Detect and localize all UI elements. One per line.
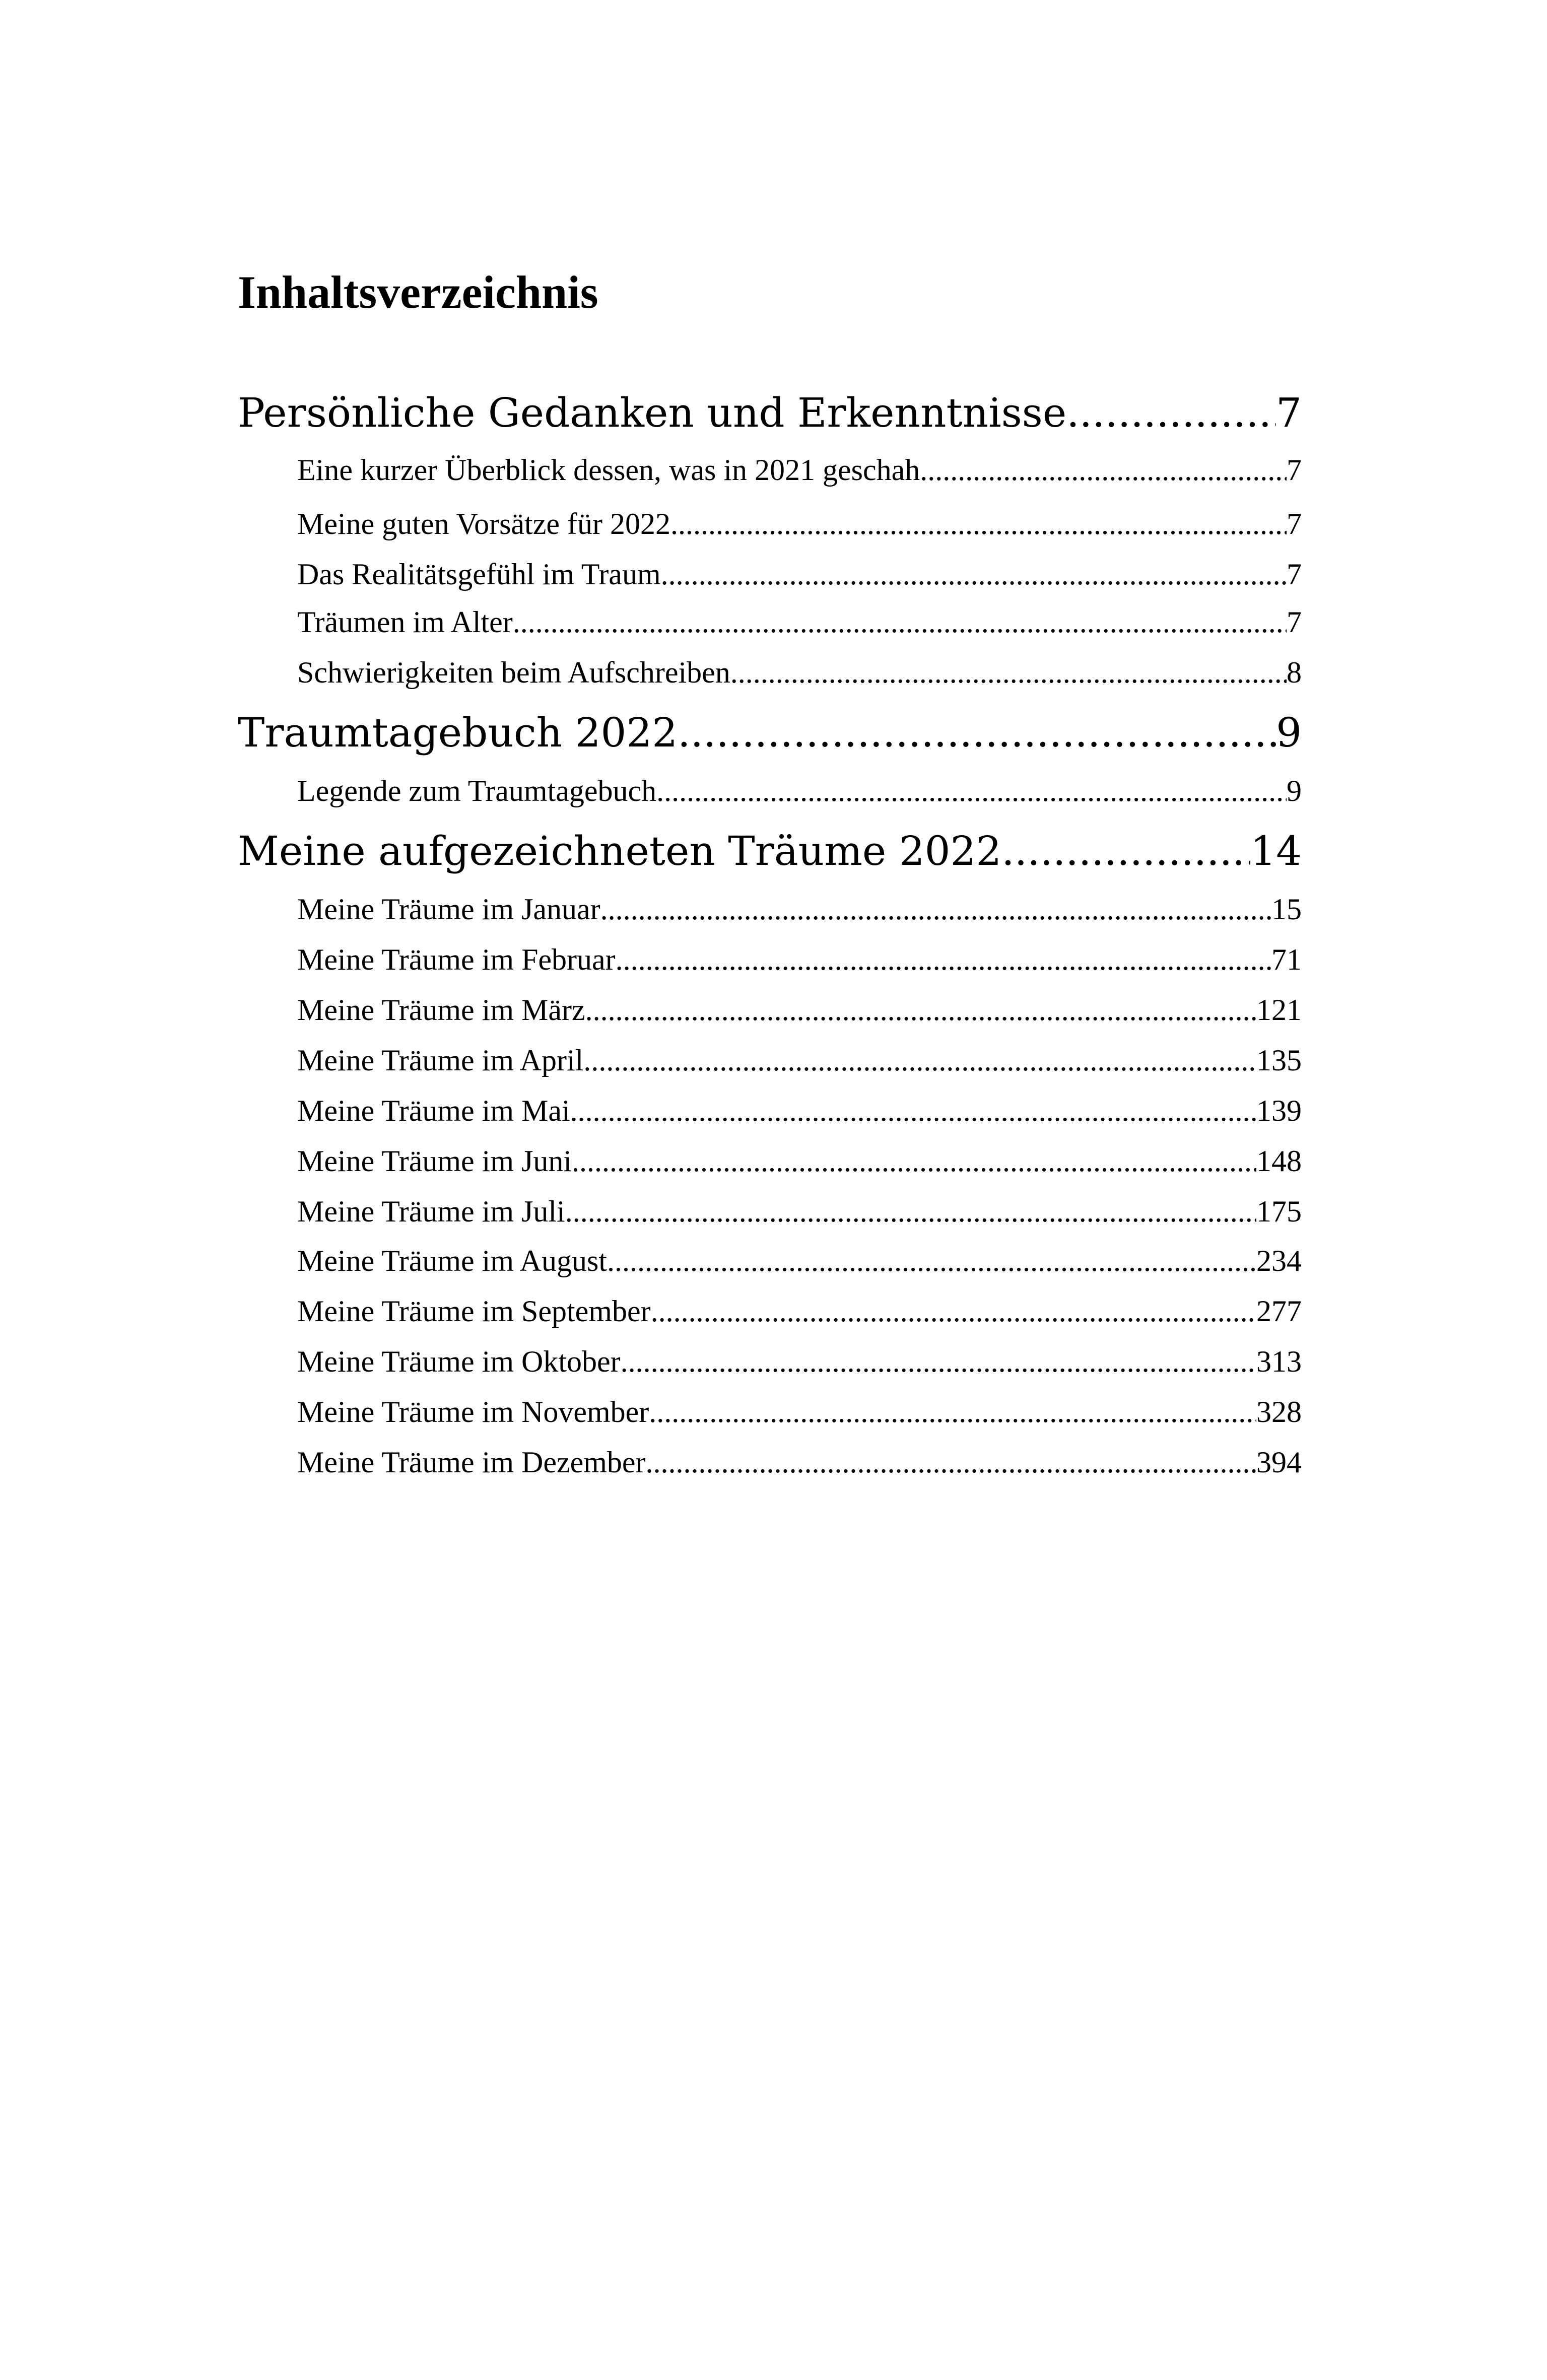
toc-entry-label: Legende zum Traumtagebuch (297, 774, 657, 807)
toc-entry-label: Meine Träume im Juli (297, 1195, 565, 1228)
toc-subsection-entry[interactable] (297, 1138, 1302, 1184)
toc-subsection-entry[interactable] (297, 599, 1302, 645)
toc-entry-page: 71 (1271, 943, 1302, 976)
toc-entry-label: Meine Träume im Dezember (297, 1446, 646, 1479)
toc-entry-label: Meine aufgezeichneten Träume 2022 (238, 828, 1002, 874)
toc-entry-page: 7 (1276, 389, 1302, 436)
toc-entry-page: 7 (1287, 558, 1302, 591)
dot-leader (583, 1038, 1256, 1083)
toc-subsection-entry[interactable] (297, 447, 1302, 493)
toc-entry-page: 175 (1256, 1195, 1302, 1228)
toc-section-entry[interactable] (238, 385, 1302, 441)
toc-entry-label: Meine Träume im Mai (297, 1094, 570, 1127)
toc-subsection-entry[interactable] (297, 1189, 1302, 1234)
toc-entry-label: Meine guten Vorsätze für 2022 (297, 507, 670, 540)
toc-entry-page: 121 (1256, 993, 1302, 1027)
dot-leader (656, 768, 1287, 813)
toc-entry-label: Das Realitätsgefühl im Traum (297, 558, 661, 591)
toc-subsection-entry[interactable] (297, 1440, 1302, 1485)
toc-entry-label: Meine Träume im März (297, 993, 585, 1027)
toc-subsection-entry[interactable] (297, 887, 1302, 932)
toc-subsection-entry[interactable] (297, 1288, 1302, 1334)
dot-leader (670, 501, 1287, 547)
dot-leader (616, 937, 1271, 982)
dot-leader (651, 1288, 1256, 1334)
dot-leader (920, 447, 1287, 493)
toc-entry-page: 139 (1256, 1094, 1302, 1127)
toc-entry-label: Meine Träume im Juni (297, 1144, 572, 1178)
toc-entry-label: Meine Träume im Januar (297, 893, 600, 926)
toc-subsection-entry[interactable] (297, 1038, 1302, 1083)
dot-leader (513, 599, 1287, 645)
toc-entry-page: 15 (1271, 893, 1302, 926)
toc-entry-page: 7 (1287, 453, 1302, 487)
toc-subsection-entry[interactable] (297, 1389, 1302, 1435)
toc-entry-page: 7 (1287, 507, 1302, 540)
toc-entry-page: 234 (1256, 1244, 1302, 1277)
toc-title: Inhaltsverzeichnis (238, 266, 598, 318)
toc-entry-page: 8 (1287, 656, 1302, 689)
dot-leader (730, 650, 1287, 695)
toc-subsection-entry[interactable] (297, 501, 1302, 547)
toc-subsection-entry[interactable] (297, 768, 1302, 813)
toc-subsection-entry[interactable] (297, 1339, 1302, 1384)
toc-entry-label: Meine Träume im September (297, 1295, 651, 1328)
dot-leader (621, 1339, 1256, 1384)
toc-entry-label: Meine Träume im April (297, 1044, 584, 1077)
toc-entry-label: Meine Träume im November (297, 1395, 649, 1429)
toc-subsection-entry[interactable] (297, 1238, 1302, 1283)
dot-leader (649, 1389, 1256, 1435)
toc-subsection-entry[interactable] (297, 987, 1302, 1033)
toc-entry-label: Meine Träume im Februar (297, 943, 616, 976)
toc-entry-page: 9 (1287, 774, 1302, 807)
toc-section-entry[interactable] (238, 824, 1302, 879)
dot-leader (570, 1088, 1256, 1133)
dot-leader (646, 1440, 1257, 1485)
toc-entry-label: Traumtagebuch 2022 (238, 709, 678, 756)
dot-leader (1066, 385, 1276, 441)
toc-section-entry[interactable] (238, 705, 1302, 761)
toc-entry-page: 7 (1287, 605, 1302, 639)
toc-entry-label: Träumen im Alter (297, 605, 513, 639)
toc-entry-label: Schwierigkeiten beim Aufschreiben (297, 656, 730, 689)
toc-subsection-entry[interactable] (297, 937, 1302, 982)
toc-subsection-entry[interactable] (297, 552, 1302, 597)
toc-entry-page: 9 (1276, 709, 1302, 756)
dot-leader (661, 552, 1287, 597)
toc-entry-page: 135 (1256, 1044, 1302, 1077)
dot-leader (678, 705, 1276, 761)
dot-leader (565, 1189, 1256, 1234)
dot-leader (1001, 824, 1250, 879)
toc-entry-page: 313 (1256, 1345, 1302, 1378)
toc-entry-label: Persönliche Gedanken und Erkenntnisse (238, 389, 1067, 436)
toc-entry-label: Meine Träume im Oktober (297, 1345, 621, 1378)
toc-entry-label: Meine Träume im August (297, 1244, 608, 1277)
toc-entry-page: 328 (1256, 1395, 1302, 1429)
toc-subsection-entry[interactable] (297, 1088, 1302, 1133)
toc-entry-page: 148 (1256, 1144, 1302, 1178)
toc-entry-page: 394 (1256, 1446, 1302, 1479)
toc-entry-label: Eine kurzer Überblick dessen, was in 2021 geschah (297, 453, 920, 487)
dot-leader (585, 987, 1256, 1033)
dot-leader (600, 887, 1271, 932)
toc-subsection-entry[interactable] (297, 650, 1302, 695)
dot-leader (607, 1238, 1256, 1283)
toc-entry-page: 14 (1250, 828, 1302, 874)
dot-leader (572, 1138, 1256, 1184)
toc-entry-page: 277 (1256, 1295, 1302, 1328)
